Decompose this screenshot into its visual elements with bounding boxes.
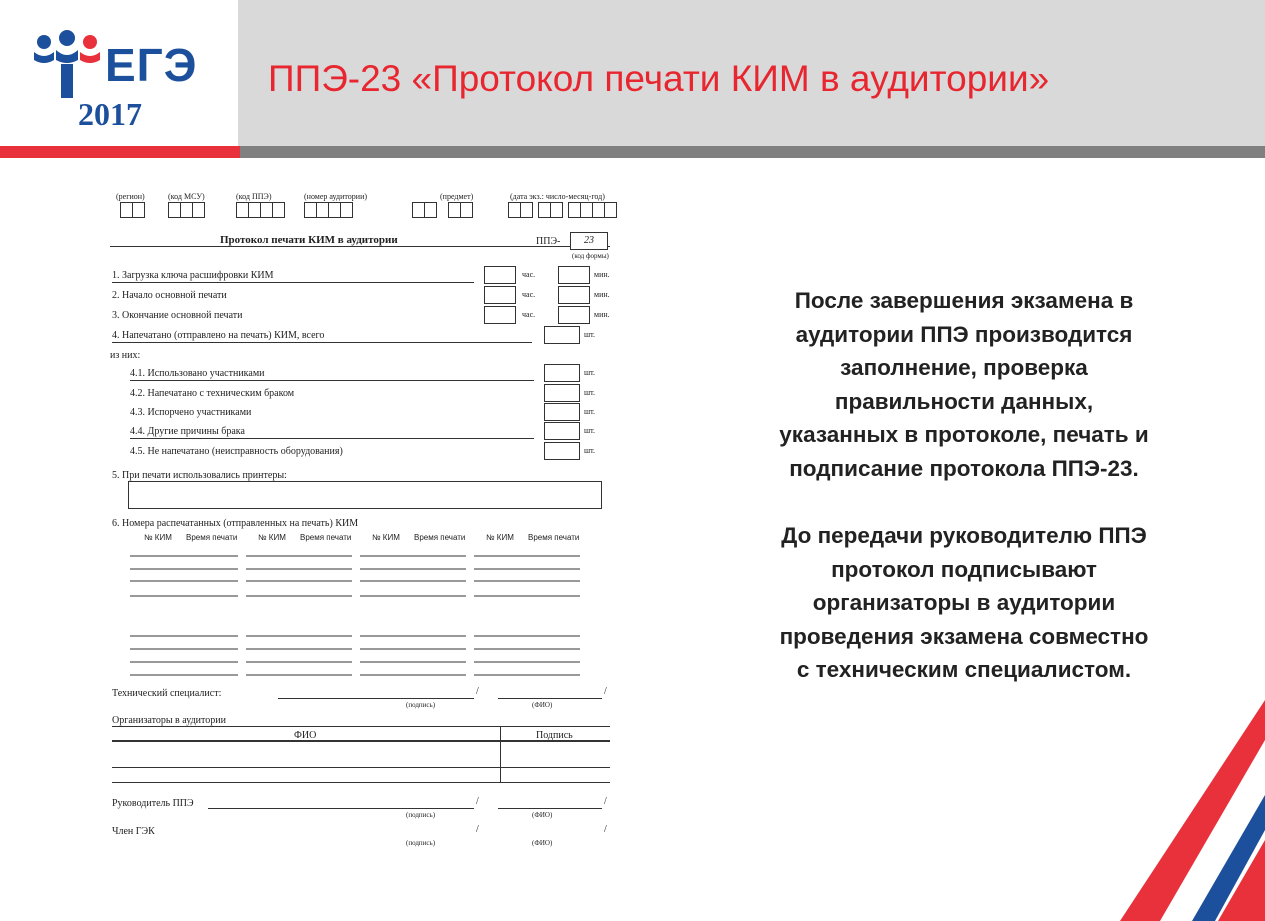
row-6-label: 6. Номера распечатанных (отправленных на печать) КИМ [112, 518, 359, 529]
label-msu: (код МСУ) [168, 192, 205, 201]
logo-year: 2017 [78, 96, 142, 132]
row-3-label: 3. Окончание основной печати [112, 310, 243, 321]
organizers-label: Организаторы в аудитории [112, 715, 226, 726]
corner-decoration [1100, 700, 1265, 921]
row-1-label: 1. Загрузка ключа расшифровки КИМ [112, 270, 274, 281]
description-paragraph-2: До передачи руководителю ППЭ протокол подписывают организаторы в аудитории проведения экзамена совместно с техническим специалистом. [779, 523, 1149, 682]
header-stripe-gray [222, 146, 1265, 158]
logo-area [0, 0, 238, 146]
header-stripe-red [0, 146, 240, 158]
tech-specialist-label: Технический специалист: [112, 688, 222, 699]
protocol-form: (регион) (код МСУ) (код ППЭ) (номер аудитории) (предмет) (дата экз.: число-месяц-год) Протокол печати КИМ в аудитории ППЭ- 23 (код формы) 1. Загрузка ключа расшифровки КИМ час. мин. 2. Начало основной печати час. мин. 3. Окончание основной печати час. мин. 4. Напечатано (отправлено на печать) КИМ, всего шт. из них: 4.1. Использовано участниками шт. 4.2. Напечатано с техническим браком шт. 4.3. Испорчено участниками шт. 4.4. Другие причины брака шт. 4.5. Не напечатано (неисправность оборудования) шт. 5. При печати использовались принтеры: 6. Номера распечатанных (отправленных на печать) КИМ № КИМ Время печати № КИМ Время печати № КИМ Время печати № КИМ Время печати Технический специалист: / / (подпись) (ФИО) Организаторы в аудитории ФИО Подпись Руководитель ППЭ / / (подпись) (ФИО) Член ГЭК / / (подпись) (ФИО) [108, 178, 618, 858]
form-heading: Протокол печати КИМ в аудитории [220, 234, 398, 246]
head-ppe-label: Руководитель ППЭ [112, 798, 194, 809]
row-2-label: 2. Начало основной печати [112, 290, 227, 301]
label-ppe: (код ППЭ) [236, 192, 272, 201]
row-4-label: 4. Напечатано (отправлено на печать) КИМ, всего [112, 330, 325, 341]
label-region: (регион) [116, 192, 145, 201]
logo-text: ЕГЭ [105, 39, 198, 91]
label-date: (дата экз.: число-месяц-год) [510, 192, 605, 201]
label-subject: (предмет) [440, 192, 474, 201]
gek-member-label: Член ГЭК [112, 826, 155, 837]
kim-number-lines [108, 538, 618, 678]
form-code-sub: (код формы) [572, 252, 609, 260]
row-5-label: 5. При печати использовались принтеры: [112, 470, 287, 481]
label-room: (номер аудитории) [304, 192, 368, 201]
of-them-label: из них: [110, 350, 141, 361]
description-paragraph-1: После завершения экзамена в аудитории ППЭ производится заполнение, проверка правильности данных, указанных в протоколе, печать и подписание протокола ППЭ-23. [779, 288, 1149, 481]
ege-logo-icon [30, 30, 105, 100]
page-title: ППЭ-23 «Протокол печати КИМ в аудитории» [268, 58, 1050, 99]
form-code-value: 23 [584, 235, 594, 246]
form-code-label: ППЭ- [536, 236, 561, 247]
